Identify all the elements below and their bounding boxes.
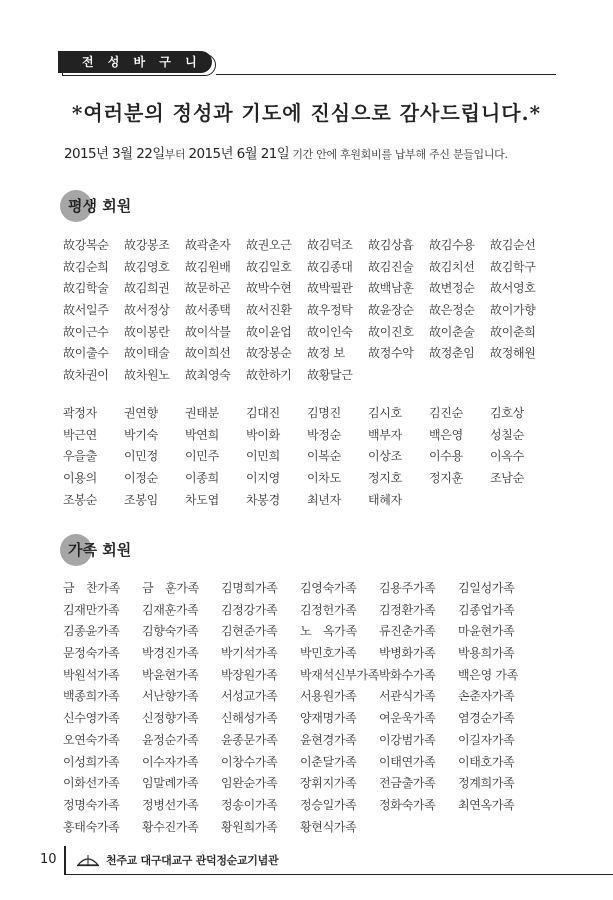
family-member-name: 최연옥가족 [458,797,515,812]
deceased-member-name: 故박수현 [246,281,292,296]
family-member-name: 마윤현가족 [458,624,515,639]
lifetime-member-name: 이민희 [246,449,280,464]
family-member-name: 손춘자가족 [458,689,515,704]
deceased-member-name: 故김상흡 [368,238,414,252]
lifetime-member-row [63,425,551,447]
page-number: 10 [40,852,57,867]
family-member-name: 김향숙가족 [142,624,199,639]
deceased-member-name: 故정수악 [368,346,414,361]
family-member-name: 정승일가족 [300,797,357,812]
family-member-name: 정명숙가족 [63,797,120,812]
lifetime-member-name: 박기숙 [124,427,158,442]
family-member-row [63,643,537,665]
family-member-row [63,708,537,730]
lifetime-member-name: 이상조 [368,449,402,464]
deceased-member-name: 故강복순 [63,238,109,252]
lifetime-member-name: 태혜자 [368,492,402,507]
period-from: 부터 [164,148,189,161]
lifetime-member-name: 조남순 [490,471,524,486]
deceased-member-name: 故김순희 [63,259,109,274]
deceased-member-name: 故정해원 [490,346,536,361]
lifetime-member-name: 이용의 [63,471,97,486]
deceased-member-name: 故김원배 [185,259,231,274]
family-member-name: 이화선가족 [63,776,120,791]
family-member-name: 박민호가족 [300,646,357,661]
family-member-name: 김종윤가족 [63,624,120,639]
lifetime-member-name: 박연희 [185,427,219,442]
lifetime-member-name: 권태분 [185,406,219,420]
lifetime-member-name: 조봉임 [124,492,158,507]
lifetime-member-name: 성칠순 [490,427,524,442]
family-member-name: 김재훈가족 [142,602,199,617]
deceased-member-name: 故박필관 [307,281,353,296]
deceased-member-name: 故은정순 [429,303,475,318]
lifetime-member-row [63,403,551,425]
lifetime-member-name: 백부자 [368,427,402,442]
family-member-name: 이춘달가족 [300,754,357,769]
tab-label: 전 성 바 구 니 [58,51,212,73]
period-end: 2015년 6월 21일 [188,146,290,162]
lifetime-member-name: 우을출 [63,449,97,464]
deceased-member-name: 故김순선 [490,238,536,252]
family-member-row [63,730,537,752]
footer-bar [64,846,66,874]
deceased-member-name: 故서종택 [185,303,231,318]
lifetime-member-name: 백은영 [429,427,463,442]
family-member-name: 오연숙가족 [63,732,120,747]
lifetime-member-list [63,403,551,511]
lifetime-member-name: 권연향 [124,406,158,420]
lifetime-member-name: 이수용 [429,449,463,464]
deceased-member-name: 故김진술 [368,259,414,274]
family-member-name: 김정헌가족 [300,602,357,617]
family-member-row [63,773,537,795]
lifetime-member-name: 이복순 [307,449,341,464]
lifetime-member-name: 정지훈 [429,471,463,486]
lifetime-member-name: 김대진 [246,406,280,420]
lifetime-member-name: 조봉순 [63,492,97,507]
lifetime-member-name: 이민정 [124,449,158,464]
family-member-name: 윤종문가족 [221,732,278,747]
family-member-name: 서관식가족 [379,689,436,704]
lifetime-member-name: 이옥수 [490,449,524,464]
deceased-member-name: 故김학술 [63,281,109,296]
deceased-member-name: 故김일호 [246,259,292,274]
deceased-member-name: 故백남훈 [368,281,414,296]
family-member-name: 황원희가족 [221,819,278,834]
family-member-name: 김현준가족 [221,624,278,639]
deceased-member-name: 故서진환 [246,303,292,318]
deceased-member-name: 故강봉조 [124,238,170,252]
deceased-member-name: 故차권이 [63,368,109,383]
family-member-row [63,795,537,817]
family-member-row [63,817,537,839]
deceased-member-row [63,300,551,322]
deceased-member-name: 故정 보 [307,346,345,361]
deceased-member-name: 故정춘임 [429,346,475,361]
deceased-member-name: 故한하기 [246,368,292,383]
family-member-name: 황현식가족 [300,819,357,834]
family-member-name: 서용원가족 [300,689,357,704]
lifetime-member-name: 박정순 [307,427,341,442]
deceased-member-name: 故이근수 [63,324,109,339]
deceased-member-name: 故변정순 [429,281,475,296]
footer-org: 천주교 대구대교구 관덕정순교기념관 [106,854,279,867]
family-member-name: 홍태숙가족 [63,819,120,834]
period-start: 2015년 3월 22일 [64,146,165,162]
family-member-name: 신수영가족 [63,711,120,726]
family-member-name: 정계희가족 [458,776,515,791]
lifetime-member-name: 최년자 [307,492,341,507]
lifetime-member-name: 이정순 [124,471,158,486]
footer-rule [64,874,613,875]
family-member-name: 김종업가족 [458,602,515,617]
family-member-name: 정병선가족 [142,797,199,812]
deceased-member-name: 故김희권 [124,281,170,296]
family-member-name: 이성희가족 [63,754,120,769]
family-title: 가족 회원 [68,541,132,559]
lifetime-member-name: 김명진 [307,406,341,420]
family-member-name: 장휘지가족 [300,776,357,791]
family-member-name: 김재만가족 [63,602,120,617]
deceased-member-name: 故김영호 [124,259,170,274]
deceased-member-row [63,365,551,387]
lifetime-member-name: 차봉경 [246,492,280,507]
family-member-name: 금 훈가족 [142,581,199,595]
family-member-name: 박화수가족 [379,667,436,682]
family-member-name: 윤정순가족 [142,732,199,747]
deceased-member-name: 故서정상 [124,303,170,318]
family-member-name: 임말례가족 [142,776,199,791]
deceased-member-name: 故이인숙 [307,324,353,339]
deceased-member-name: 故김치선 [429,259,475,274]
deceased-member-name: 故이가향 [490,303,536,318]
lifetime-member-row [63,446,551,468]
family-member-list [63,578,537,838]
deceased-member-row [63,235,551,257]
lifetime-member-name: 박근연 [63,427,97,442]
deceased-member-name: 故김학구 [490,259,536,274]
deceased-member-name: 故장봉순 [246,346,292,361]
family-member-name: 이길자가족 [458,732,515,747]
family-member-name: 박용희가족 [458,646,515,661]
family-member-name: 신해성가족 [221,711,278,726]
family-member-name: 신정향가족 [142,711,199,726]
deceased-member-name: 故윤장순 [368,303,414,318]
deceased-member-row [63,343,551,365]
family-member-name: 박원석가족 [63,667,120,682]
family-member-name: 김일성가족 [458,581,515,595]
deceased-member-row [63,322,551,344]
church-logo-icon [76,853,100,867]
family-member-name: 여운욱가족 [379,711,436,726]
family-member-name: 김명희가족 [221,581,278,595]
deceased-member-name: 故이윤업 [246,324,292,339]
deceased-member-name: 故서영호 [490,281,536,296]
family-member-name: 이태연가족 [379,754,436,769]
family-member-name: 이창수가족 [221,754,278,769]
family-member-name: 서성교가족 [221,689,278,704]
lifetime-member-name: 이종희 [185,471,219,486]
lifetime-member-name: 김시호 [368,406,402,420]
page-footer [0,846,613,876]
period-text [64,142,508,162]
family-member-name: 이수자가족 [142,754,199,769]
deceased-member-name: 故이진호 [368,324,414,339]
lifetime-member-name: 김진순 [429,406,463,420]
family-member-name: 전금출가족 [379,776,436,791]
family-member-name: 이태호가족 [458,754,515,769]
deceased-member-name: 故서일주 [63,303,109,318]
family-member-name: 박장원가족 [221,667,278,682]
lifetime-member-row [63,468,551,490]
family-member-name: 임완순가족 [221,776,278,791]
family-member-row [63,752,537,774]
family-member-name: 문정숙가족 [63,646,120,661]
deceased-member-name: 故이희선 [185,346,231,361]
deceased-member-name: 故이태술 [124,346,170,361]
family-member-name: 박병화가족 [379,646,436,661]
family-member-name: 박기석가족 [221,646,278,661]
deceased-member-name: 故김수용 [429,238,475,252]
lifetime-member-name: 박이화 [246,427,280,442]
deceased-member-name: 故김덕조 [307,238,353,252]
family-member-name: 김영숙가족 [300,581,357,595]
family-member-name: 황수진가족 [142,819,199,834]
family-member-name: 류진춘가족 [379,624,436,639]
deceased-member-name: 故이출수 [63,346,109,361]
deceased-list [63,235,551,387]
family-member-name: 정송이가족 [221,797,278,812]
family-member-name: 이강범가족 [379,732,436,747]
deceased-member-name: 故이삭블 [185,324,231,339]
deceased-member-name: 故우정탁 [307,303,353,318]
lifetime-member-name: 정지호 [368,471,402,486]
family-member-name: 백종희가족 [63,689,120,704]
deceased-member-name: 故권오근 [246,238,292,252]
family-member-name: 금 찬가족 [63,581,120,595]
family-member-name: 김용주가족 [379,581,436,595]
lifetime-member-name: 차도엽 [185,492,219,507]
deceased-member-name: 故곽춘자 [185,238,231,252]
family-member-name: 염경순가족 [458,711,515,726]
period-rest: 기간 안에 후원회비를 납부해 주신 분들입니다. [289,148,508,161]
section-tab [58,51,216,75]
lifetime-member-name: 이차도 [307,471,341,486]
family-member-row [63,578,537,600]
family-member-row [63,665,537,687]
deceased-member-name: 故이춘술 [429,324,475,339]
deceased-member-name: 故이봉란 [124,324,170,339]
deceased-member-name: 故최영숙 [185,368,231,383]
family-member-name: 백은영 가족 [458,667,518,682]
family-member-name: 양재명가족 [300,711,357,726]
family-member-name: 박재석신부가족 [300,667,379,682]
lifetime-member-name: 곽정자 [63,406,97,420]
family-member-name: 정화숙가족 [379,797,436,812]
family-member-name: 노 옥가족 [300,624,357,639]
lifetime-member-name: 이민주 [185,449,219,464]
family-member-name: 박경진가족 [142,646,199,661]
lifetime-member-name: 김호상 [490,406,524,420]
lifetime-member-row [63,490,551,512]
family-member-name: 박윤현가족 [142,667,199,682]
deceased-member-row [63,278,551,300]
family-member-name: 김정강가족 [221,602,278,617]
family-member-row [63,686,537,708]
deceased-member-name: 故황달근 [307,368,353,383]
deceased-member-name: 故문하곤 [185,281,231,296]
family-member-row [63,621,537,643]
family-member-name: 윤현경가족 [300,732,357,747]
family-member-name: 김정환가족 [379,602,436,617]
lifetime-title: 평생 회원 [68,197,132,215]
thanks-headline: *여러분의 정성과 기도에 진심으로 감사드립니다.* [71,101,542,125]
lifetime-member-name: 이지영 [246,471,280,486]
header-rule [216,74,556,75]
deceased-member-name: 故차원노 [124,368,170,383]
deceased-member-row [63,257,551,279]
family-member-row [63,600,537,622]
deceased-member-name: 故이춘희 [490,324,536,339]
deceased-member-name: 故김종대 [307,259,353,274]
family-member-name: 서난향가족 [142,689,199,704]
